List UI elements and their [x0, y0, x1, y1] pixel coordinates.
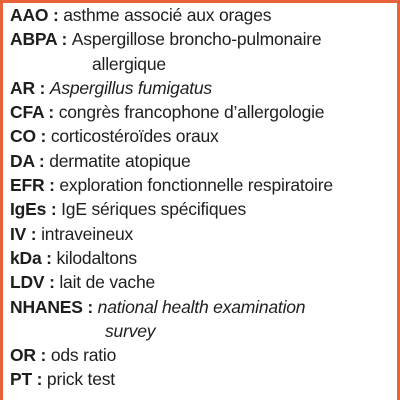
separator: : — [43, 102, 59, 123]
abbreviation: LDV — [10, 272, 45, 293]
glossary-entry-or — [10, 343, 393, 367]
glossary-entry-pt — [10, 367, 393, 391]
definition: prick test — [46, 369, 115, 390]
separator: : — [44, 175, 60, 196]
abbreviation: NHANES — [10, 296, 83, 317]
separator: : — [41, 247, 57, 268]
separator: : — [35, 345, 51, 366]
separator: : — [44, 272, 60, 293]
glossary-entry-co — [10, 124, 393, 148]
glossary-entry-efr — [10, 173, 393, 197]
definition: congrès francophone d’allergologie — [58, 102, 325, 123]
separator: : — [34, 150, 50, 171]
abbreviation: AAO — [10, 5, 49, 25]
definition-continuation: allergique — [92, 53, 166, 74]
glossary-entry-kda — [10, 246, 393, 270]
glossary-entry-nhanes — [10, 295, 393, 344]
glossary-entry-da — [10, 149, 393, 173]
definition: ods ratio — [50, 345, 117, 366]
abbreviation: AR — [10, 77, 35, 98]
glossary-entry-ar — [10, 76, 393, 100]
definition: intraveineux — [41, 223, 134, 244]
glossary-entry-abpa — [10, 27, 393, 76]
separator: : — [56, 29, 72, 50]
separator: : — [46, 199, 62, 220]
separator: : — [31, 369, 47, 390]
abbreviation: EFR — [10, 175, 45, 196]
glossary-entry-iges — [10, 197, 393, 221]
abbreviation: IgEs — [10, 199, 47, 220]
abbreviation: DA — [10, 150, 35, 171]
abbreviation: ABPA — [10, 29, 57, 50]
abbreviation: CFA — [10, 102, 44, 123]
definition: lait de vache — [59, 272, 156, 293]
separator: : — [82, 296, 98, 317]
definition: kilodaltons — [56, 247, 137, 268]
abbreviation: kDa — [10, 247, 42, 268]
glossary-entry-iv — [10, 222, 393, 246]
definition: exploration fonctionnelle respiratoire — [59, 175, 333, 196]
abbreviation: PT — [10, 369, 32, 390]
definition: dermatite atopique — [49, 150, 191, 171]
definition: Aspergillus fumigatus — [49, 77, 212, 98]
glossary-entry-aao — [10, 3, 393, 27]
abbreviation: CO — [10, 126, 36, 147]
definition: IgE sériques spécifiques — [61, 199, 247, 220]
abbreviation-list — [10, 3, 393, 392]
definition: Aspergillose broncho-pulmonaire — [71, 29, 322, 50]
separator: : — [34, 77, 50, 98]
glossary-entry-cfa — [10, 100, 393, 124]
separator: : — [35, 126, 51, 147]
abbreviation: OR — [10, 345, 36, 366]
separator: : — [48, 5, 64, 25]
definition: national health examination — [97, 296, 306, 317]
definition: corticostéroïdes oraux — [50, 126, 219, 147]
definition: asthme associé aux orages — [63, 5, 272, 25]
definition-continuation: survey — [105, 320, 156, 341]
glossary-entry-ldv — [10, 270, 393, 294]
separator: : — [26, 223, 42, 244]
abbreviation: IV — [10, 223, 27, 244]
